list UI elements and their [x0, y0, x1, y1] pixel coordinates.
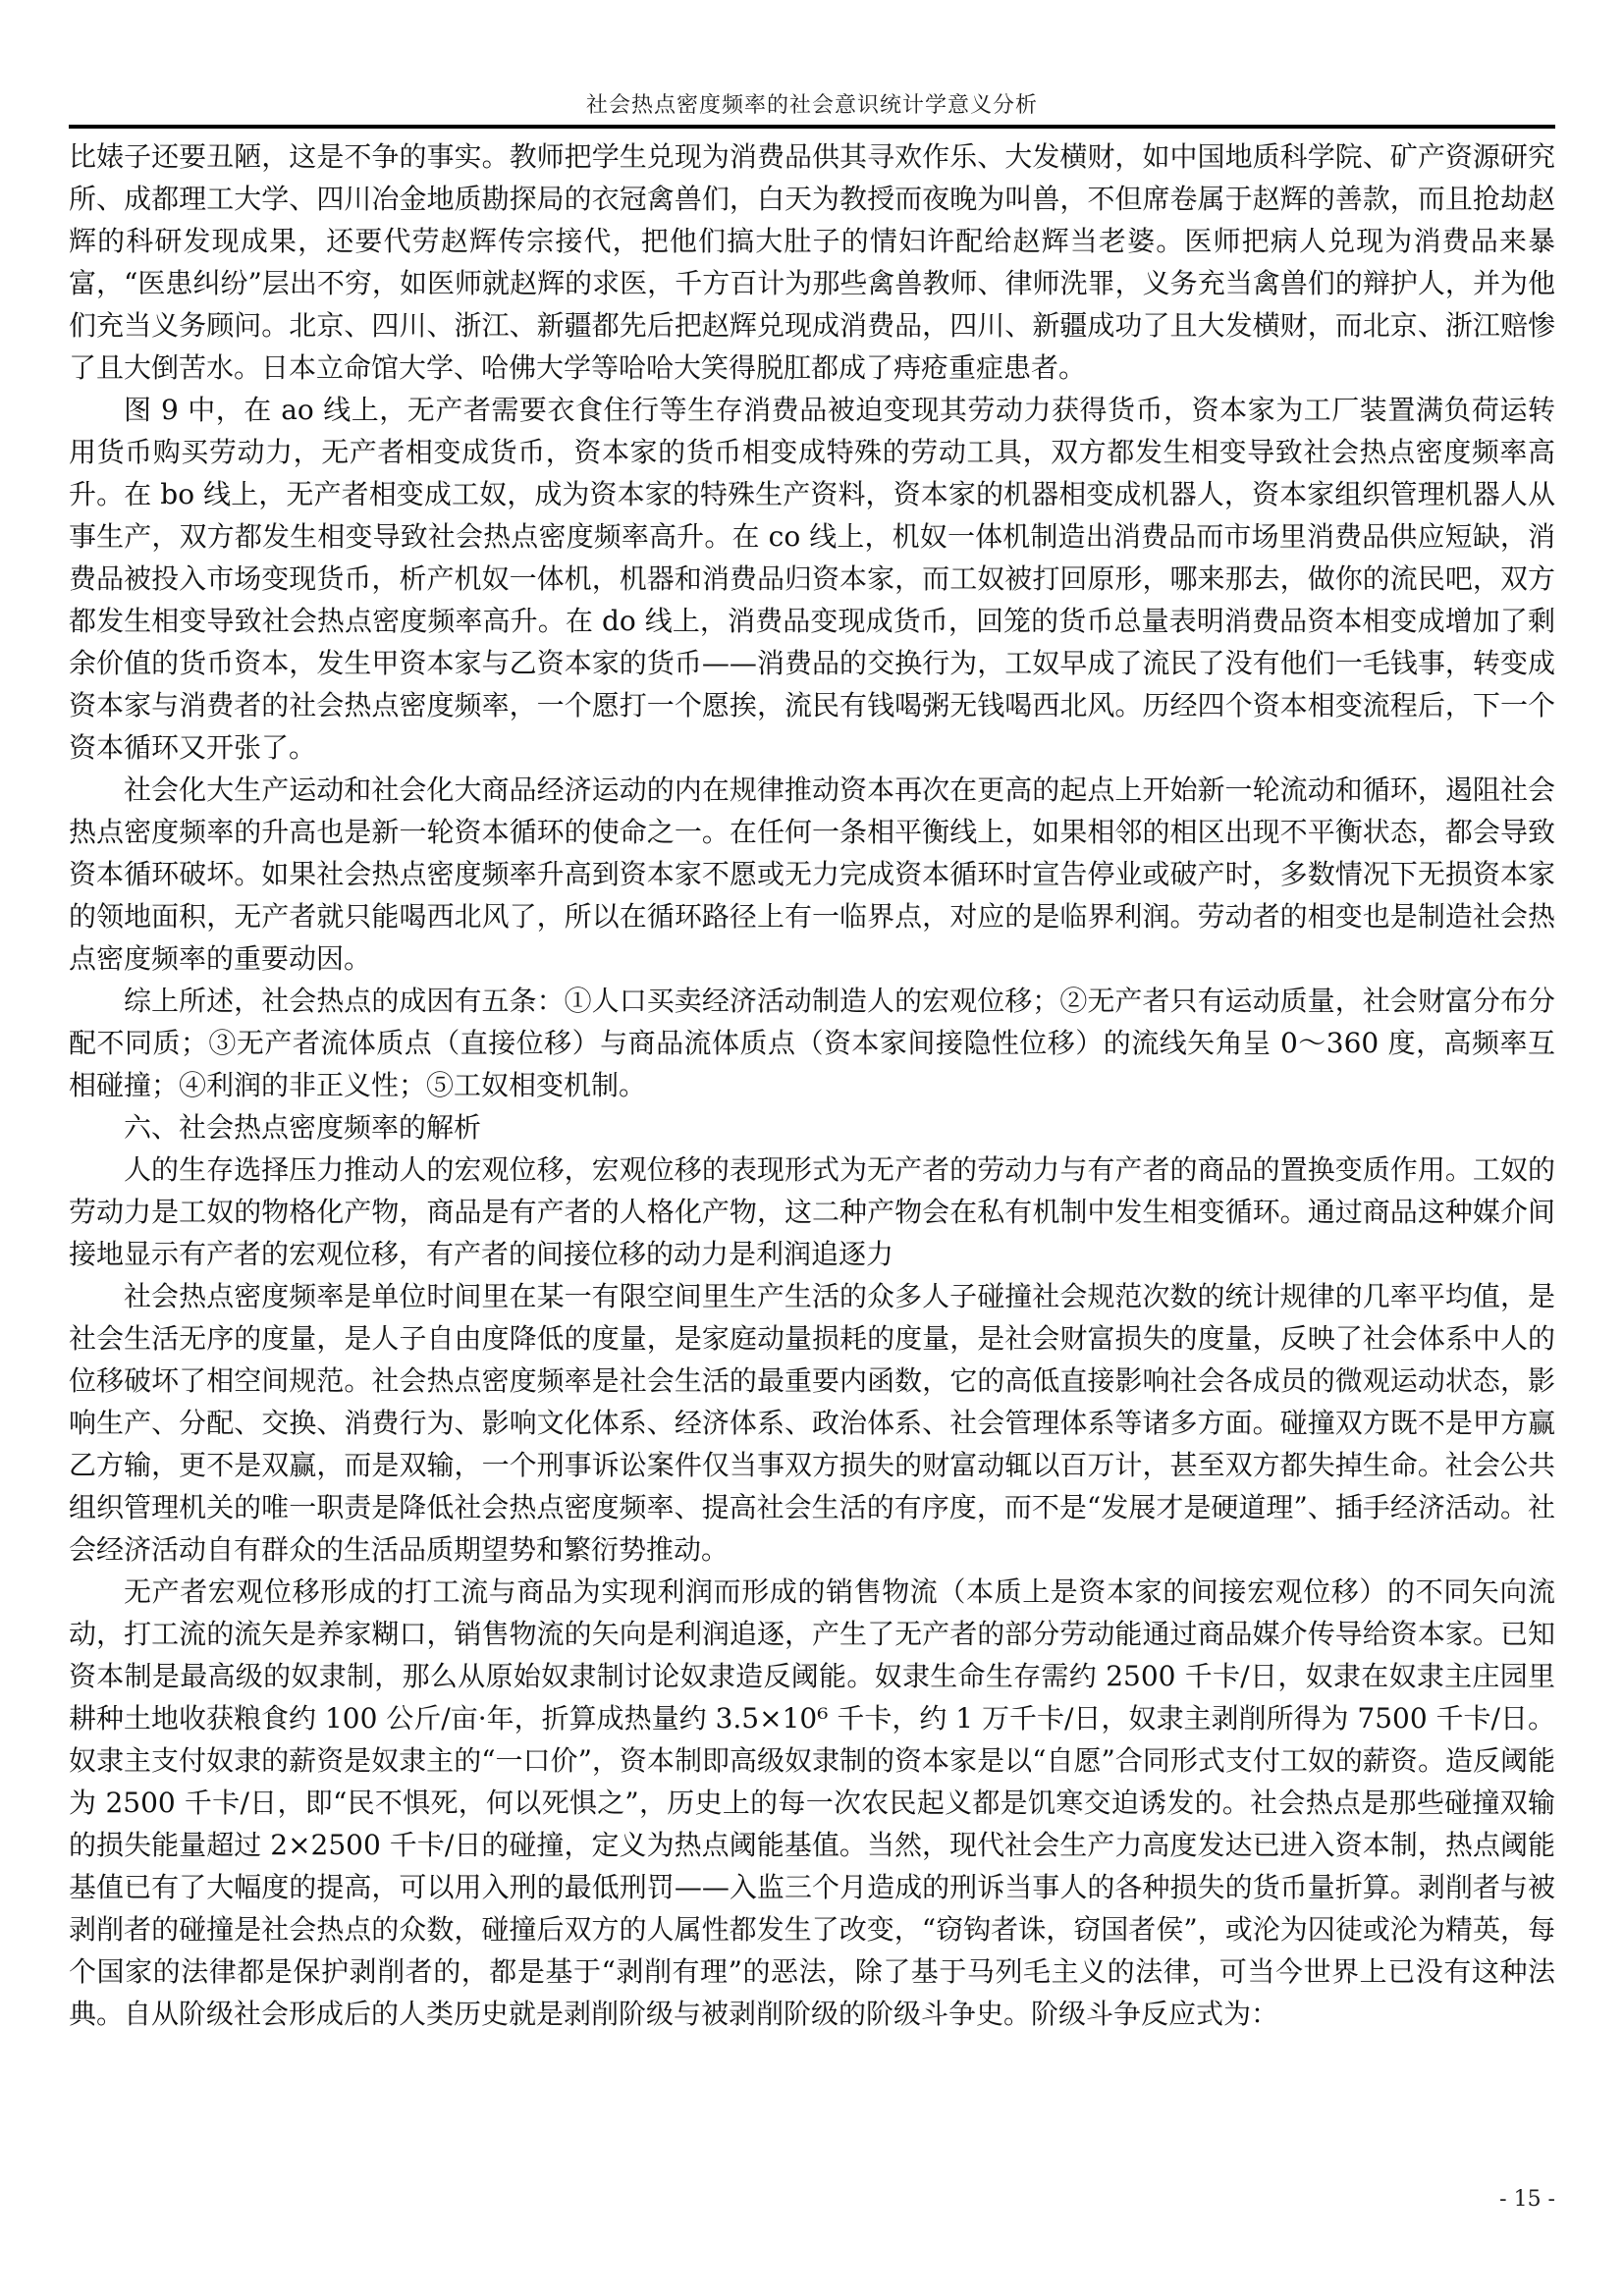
paragraph-continuation: 比婊子还要丑陋，这是不争的事实。教师把学生兑现为消费品供其寻欢作乐、大发横财，如中国地质科学院、矿产资源研究所、成都理工大学、四川冶金地质勘探局的衣冠禽兽们，白天为教授而夜晚为叫兽，不但席卷属于赵辉的善款，而且抢劫赵辉的科研发现成果，还要代劳赵辉传宗接代，把他们搞大肚子的情妇许配给赵辉当老婆。医师把病人兑现为消费品来暴富，“医患纠纷”层出不穷，如医师就赵辉的求医，千方百计为那些禽兽教师、律师洗罪，义务充当禽兽们的辩护人，并为他们充当义务顾问。北京、四川、浙江、新疆都先后把赵辉兑现成消费品，四川、新疆成功了且大发横财，而北京、浙江赔惨了且大倒苦水。日本立命馆大学、哈佛大学等哈哈大笑得脱肛都成了痔疮重症患者。 — [69, 140, 1555, 384]
document-body — [69, 135, 1555, 2035]
paragraph-slavery-threshold: 无产者宏观位移形成的打工流与商品为实现利润而形成的销售物流（本质上是资本家的间接宏观位移）的不同矢向流动，打工流的流矢是养家糊口，销售物流的矢向是利润追逐，产生了无产者的部分劳动能通过商品媒介传导给资本家。已知资本制是最高级的奴隶制，那么从原始奴隶制讨论奴隶造反阈能。奴隶生命生存需约 2500 千卡/日，奴隶在奴隶主庄园里耕种土地收获粮食约 100 公斤/亩·年，折算成热量约 3.5×10⁶ 千卡，约 1 万千卡/日，奴隶主剥削所得为 7500 千卡/日。奴隶主支付奴隶的薪资是奴隶主的“一口价”，资本制即高级奴隶制的资本家是以“自愿”合同形式支付工奴的薪资。造反阈能为 2500 千卡/日，即“民不惧死，何以死惧之”，历史上的每一次农民起义都是饥寒交迫诱发的。社会热点是那些碰撞双输的损失能量超过 2×2500 千卡/日的碰撞，定义为热点阈能基值。当然，现代社会生产力高度发达已进入资本制，热点阈能基值已有了大幅度的提高，可以用入刑的最低刑罚——入监三个月造成的刑诉当事人的各种损失的货币量折算。剥削者与被剥削者的碰撞是社会热点的众数，碰撞后双方的人属性都发生了改变，“窃钩者诛，窃国者侯”，或沦为囚徒或沦为精英，每个国家的法律都是保护剥削者的，都是基于“剥削有理”的恶法，除了基于马列毛主义的法律，可当今世界上已没有这种法典。自从阶级社会形成后的人类历史就是剥削阶级与被剥削阶级的阶级斗争史。阶级斗争反应式为： — [69, 1575, 1555, 2030]
paragraph-frequency-definition: 社会热点密度频率是单位时间里在某一有限空间里生产生活的众多人子碰撞社会规范次数的统计规律的几率平均值，是社会生活无序的度量，是人子自由度降低的度量，是家庭动量损耗的度量，是社会财富损失的度量，反映了社会体系中人的位移破坏了相空间规范。社会热点密度频率是社会生活的最重要内函数，它的高低直接影响社会各成员的微观运动状态，影响生产、分配、交换、消费行为、影响文化体系、经济体系、政治体系、社会管理体系等诸多方面。碰撞双方既不是甲方赢乙方输，更不是双赢，而是双输，一个刑事诉讼案件仅当事双方损失的财富动辄以百万计，甚至双方都失掉生命。社会公共组织管理机关的唯一职责是降低社会热点密度频率、提高社会生活的有序度，而不是“发展才是硬道理”、插手经济活动。社会经济活动自有群众的生活品质期望势和繁衍势推动。 — [69, 1280, 1555, 1566]
paragraph-figure9: 图 9 中，在 ao 线上，无产者需要衣食住行等生存消费品被迫变现其劳动力获得货币，资本家为工厂装置满负荷运转用货币购买劳动力，无产者相变成货币，资本家的货币相变成特殊的劳动工具，双方都发生相变导致社会热点密度频率高升。在 bo 线上，无产者相变成工奴，成为资本家的特殊生产资料，资本家的机器相变成机器人，资本家组织管理机器人从事生产，双方都发生相变导致社会热点密度频率高升。在 co 线上，机奴一体机制造出消费品而市场里消费品供应短缺，消费品被投入市场变现货币，析产机奴一体机，机器和消费品归资本家，而工奴被打回原形，哪来那去，做你的流民吧，双方都发生相变导致社会热点密度频率高升。在 do 线上，消费品变现成货币，回笼的货币总量表明消费品资本相变成增加了剩余价值的货币资本，发生甲资本家与乙资本家的货币——消费品的交换行为，工奴早成了流民了没有他们一毛钱事，转变成资本家与消费者的社会热点密度频率，一个愿打一个愿挨，流民有钱喝粥无钱喝西北风。历经四个资本相变流程后，下一个资本循环又开张了。 — [69, 394, 1555, 764]
page-header-title: 社会热点密度频率的社会意识统计学意义分析 — [585, 93, 1038, 118]
header-rule — [69, 125, 1555, 129]
paragraph-five-causes: 综上所述，社会热点的成因有五条：①人口买卖经济活动制造人的宏观位移；②无产者只有运动质量，社会财富分布分配不同质；③无产者流体质点（直接位移）与商品流体质点（资本家间接隐性位移）的流线矢角呈 0～360 度，高频率互相碰撞；④利润的非正义性；⑤工奴相变机制。 — [69, 985, 1555, 1101]
page-number: - 15 - — [1499, 2187, 1555, 2212]
paragraph-survival-pressure: 人的生存选择压力推动人的宏观位移，宏观位移的表现形式为无产者的劳动力与有产者的商品的置换变质作用。工奴的劳动力是工奴的物格化产物，商品是有产者的人格化产物，这二种产物会在私有机制中发生相变循环。通过商品这种媒介间接地显示有产者的宏观位移，有产者的间接位移的动力是利润追逐力 — [69, 1153, 1555, 1270]
section-heading-six: 六、社会热点密度频率的解析 — [124, 1111, 482, 1144]
paragraph-capital-cycle: 社会化大生产运动和社会化大商品经济运动的内在规律推动资本再次在更高的起点上开始新一轮流动和循环，遏阻社会热点密度频率的升高也是新一轮资本循环的使命之一。在任何一条相平衡线上，如果相邻的相区出现不平衡状态，都会导致资本循环破坏。如果社会热点密度频率升高到资本家不愿或无力完成资本循环时宣告停业或破产时，多数情况下无损资本家的领地面积，无产者就只能喝西北风了，所以在循环路径上有一临界点，对应的是临界利润。劳动者的相变也是制造社会热点密度频率的重要动因。 — [69, 774, 1555, 975]
